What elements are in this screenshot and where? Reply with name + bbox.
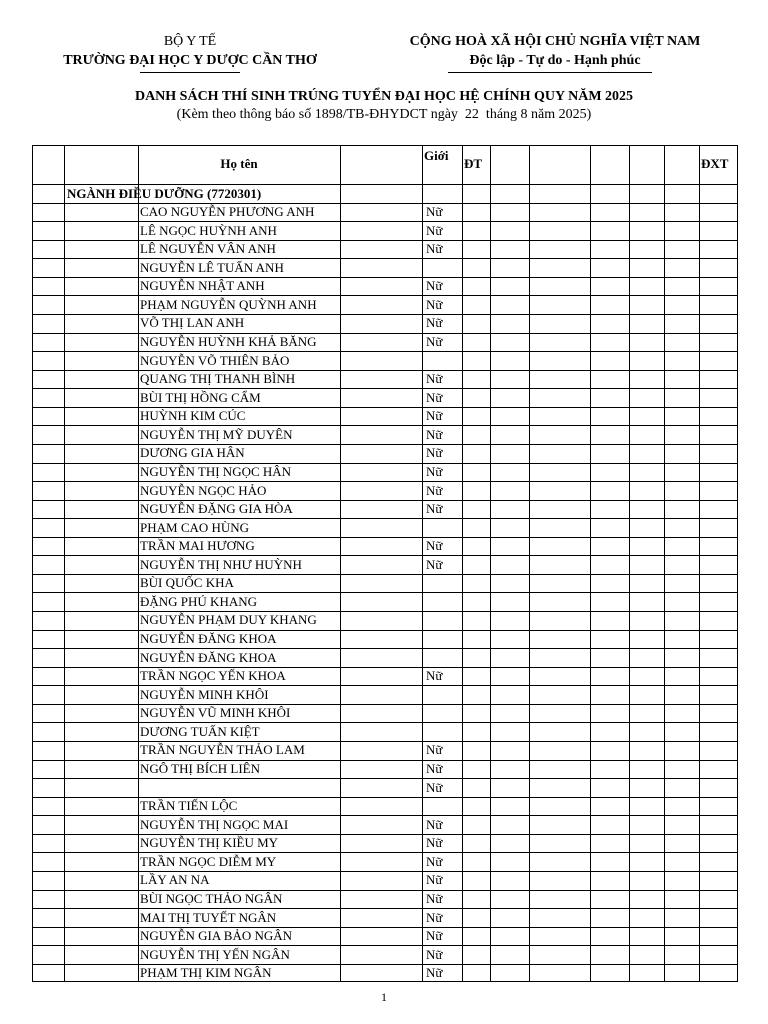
candidate-name: NGUYỄN THỊ NGỌC MAI — [140, 816, 289, 832]
row-line — [32, 648, 738, 649]
section-title: NGÀNH ĐIỀU DƯỠNG (7720301) — [67, 185, 262, 201]
candidate-name: NGUYỄN THỊ NHƯ HUỲNH — [140, 556, 302, 572]
header-dt: ĐT — [464, 156, 483, 171]
candidate-name: NGUYỄN LÊ TUẤN ANH — [140, 259, 284, 275]
row-line — [32, 463, 738, 464]
candidate-gender: Nữ — [426, 334, 443, 350]
row-line — [32, 574, 738, 575]
national-motto: Độc lập - Tự do - Hạnh phúc — [469, 53, 641, 68]
column-line — [664, 145, 665, 982]
column-line — [699, 145, 700, 982]
row-line — [32, 778, 738, 779]
row-line — [32, 518, 738, 519]
candidate-name: TRẦN NGUYỄN THẢO LAM — [140, 742, 305, 758]
candidate-name: NGUYỄN PHẠM DUY KHANG — [140, 612, 317, 628]
candidate-name: NGUYỄN ĐĂNG KHOA — [140, 631, 277, 647]
candidate-name: LÊ NGỌC HUỲNH ANH — [140, 222, 277, 238]
row-line — [32, 258, 738, 259]
row-line — [32, 630, 738, 631]
candidate-gender: Nữ — [426, 556, 443, 572]
candidate-name: BÙI THỊ HỒNG CẨM — [140, 389, 261, 405]
candidate-name: DƯƠNG GIA HÂN — [140, 445, 245, 461]
candidate-name: NGUYỄN VÕ THIÊN BẢO — [140, 352, 290, 368]
candidate-name: NGUYỄN THỊ NGỌC HÂN — [140, 463, 292, 479]
column-line — [340, 145, 341, 982]
row-line — [32, 797, 738, 798]
header-left — [40, 32, 340, 70]
candidate-gender: Nữ — [426, 909, 443, 925]
row-line — [32, 314, 738, 315]
row-line — [32, 815, 738, 816]
column-line — [490, 145, 491, 982]
candidate-gender: Nữ — [426, 928, 443, 944]
ministry-name: BỘ Y TẾ — [163, 34, 217, 49]
header-right-underline — [448, 72, 652, 73]
row-line — [32, 981, 738, 982]
candidate-gender: Nữ — [426, 538, 443, 554]
column-line — [529, 145, 530, 982]
candidate-gender: Nữ — [426, 389, 443, 405]
row-line — [32, 852, 738, 853]
header-left-underline — [140, 72, 240, 73]
row-line — [32, 351, 738, 352]
candidate-gender: Nữ — [426, 445, 443, 461]
row-line — [32, 741, 738, 742]
row-line — [32, 722, 738, 723]
candidate-name: LÊ NGUYỄN VÂN ANH — [140, 241, 276, 257]
candidate-name: NGUYỄN ĐẶNG GIA HÒA — [140, 501, 293, 517]
candidate-name: CAO NGUYỄN PHƯƠNG ANH — [140, 204, 315, 220]
candidate-name: TRẦN MAI HƯƠNG — [140, 538, 255, 554]
candidate-name: HUỲNH KIM CÚC — [140, 408, 246, 424]
row-line — [32, 555, 738, 556]
candidate-name: NGUYỄN MINH KHÔI — [140, 686, 269, 702]
candidate-name: NGUYỄN HUỲNH KHẢ BĂNG — [140, 334, 317, 350]
candidate-gender: Nữ — [426, 779, 443, 795]
row-line — [32, 871, 738, 872]
column-line — [590, 145, 591, 982]
admission-table — [32, 145, 738, 982]
candidate-gender: Nữ — [426, 408, 443, 424]
header-gender: Giới — [424, 148, 449, 163]
column-line — [64, 145, 65, 982]
candidate-name: NGUYỄN THỊ KIỀU MY — [140, 835, 279, 851]
candidate-gender: Nữ — [426, 853, 443, 869]
row-line — [32, 834, 738, 835]
row-line — [32, 704, 738, 705]
row-line — [32, 370, 738, 371]
row-line — [32, 425, 738, 426]
candidate-name: DƯƠNG TUẤN KIỆT — [140, 723, 260, 739]
candidate-gender: Nữ — [426, 872, 443, 888]
row-line — [32, 685, 738, 686]
candidate-name: BÙI NGỌC THẢO NGÂN — [140, 890, 283, 906]
candidate-gender: Nữ — [426, 371, 443, 387]
row-line — [32, 481, 738, 482]
candidate-name: VÕ THỊ LAN ANH — [140, 315, 245, 331]
row-line — [32, 240, 738, 241]
candidate-gender: Nữ — [426, 668, 443, 684]
document-title: DANH SÁCH THÍ SINH TRÚNG TUYỂN ĐẠI HỌC HỆ CHÍNH QUY NĂM 2025 — [134, 89, 634, 104]
column-line — [737, 145, 738, 982]
row-line — [32, 537, 738, 538]
row-line — [32, 145, 738, 146]
candidate-gender: Nữ — [426, 761, 443, 776]
column-line — [138, 145, 139, 982]
candidate-gender: Nữ — [426, 946, 443, 962]
row-line — [32, 927, 738, 928]
row-line — [32, 760, 738, 761]
candidate-name: LẦY AN NA — [140, 872, 210, 888]
candidate-gender: Nữ — [426, 204, 443, 220]
row-line — [32, 964, 738, 965]
candidate-gender: Nữ — [426, 742, 443, 758]
candidate-name: PHẠM CAO HÙNG — [140, 519, 250, 535]
candidate-name: PHẠM THỊ KIM NGÂN — [140, 965, 272, 981]
row-line — [32, 444, 738, 445]
candidate-gender: Nữ — [426, 315, 443, 331]
candidate-name: QUANG THỊ THANH BÌNH — [140, 371, 296, 387]
column-line — [462, 145, 463, 982]
candidate-name: TRẦN NGỌC YẾN KHOA — [140, 668, 286, 684]
row-line — [32, 221, 738, 222]
candidate-name: NGUYỄN THỊ MỸ DUYÊN — [140, 426, 293, 442]
header-dxt: ĐXT — [701, 156, 729, 171]
column-line — [422, 145, 423, 982]
candidate-gender: Nữ — [426, 501, 443, 517]
candidate-name: NGUYỄN NGỌC HẢO — [140, 482, 267, 498]
row-line — [32, 277, 738, 278]
column-line — [629, 145, 630, 982]
candidate-gender: Nữ — [426, 296, 443, 312]
candidate-name: TRẦN TIẾN LỘC — [140, 798, 238, 814]
candidate-name: NGUYỄN ĐĂNG KHOA — [140, 649, 277, 665]
header-name: Họ tên — [220, 156, 258, 171]
candidate-name: ĐẶNG PHÚ KHANG — [140, 593, 257, 609]
row-line — [32, 500, 738, 501]
row-line — [32, 407, 738, 408]
candidate-name: NGUYỄN NHẬT ANH — [140, 278, 265, 294]
row-line — [32, 890, 738, 891]
candidate-name: MAI THỊ TUYẾT NGÂN — [140, 909, 277, 925]
row-line — [32, 908, 738, 909]
candidate-name: NGUYỄN THỊ YẾN NGÂN — [140, 946, 290, 962]
candidate-gender: Nữ — [426, 278, 443, 294]
candidate-name: PHẠM NGUYỄN QUỲNH ANH — [140, 296, 317, 312]
candidate-name: BÙI QUỐC KHA — [140, 575, 234, 591]
candidate-gender: Nữ — [426, 241, 443, 257]
candidate-name: NGUYỄN GIA BẢO NGÂN — [140, 928, 293, 944]
candidate-gender: Nữ — [426, 835, 443, 851]
candidate-gender: Nữ — [426, 463, 443, 479]
row-line — [32, 203, 738, 204]
row-line — [32, 592, 738, 593]
row-line — [32, 333, 738, 334]
country-name: CỘNG HOÀ XÃ HỘI CHỦ NGHĨA VIỆT NAM — [409, 34, 701, 49]
candidate-gender: Nữ — [426, 890, 443, 906]
candidate-name: TRẦN NGỌC DIỄM MY — [140, 853, 277, 869]
row-line — [32, 945, 738, 946]
university-name: TRƯỜNG ĐẠI HỌC Y DƯỢC CẦN THƠ — [63, 53, 317, 68]
candidate-gender: Nữ — [426, 222, 443, 238]
header-right — [375, 32, 735, 70]
candidate-gender: Nữ — [426, 426, 443, 442]
candidate-name: NGÔ THỊ BÍCH LIÊN — [140, 761, 260, 776]
candidate-name: NGUYỄN VŨ MINH KHÔI — [140, 705, 291, 721]
candidate-gender: Nữ — [426, 965, 443, 981]
row-line — [32, 611, 738, 612]
candidate-gender: Nữ — [426, 816, 443, 832]
candidate-gender: Nữ — [426, 482, 443, 498]
page-number: 1 — [381, 990, 387, 1004]
document-subtitle: (Kèm theo thông báo số 1898/TB-ĐHYDCT ngày 22 tháng 8 năm 2025) — [176, 107, 592, 122]
row-line — [32, 295, 738, 296]
row-line — [32, 388, 738, 389]
column-line — [32, 145, 33, 982]
row-line — [32, 667, 738, 668]
